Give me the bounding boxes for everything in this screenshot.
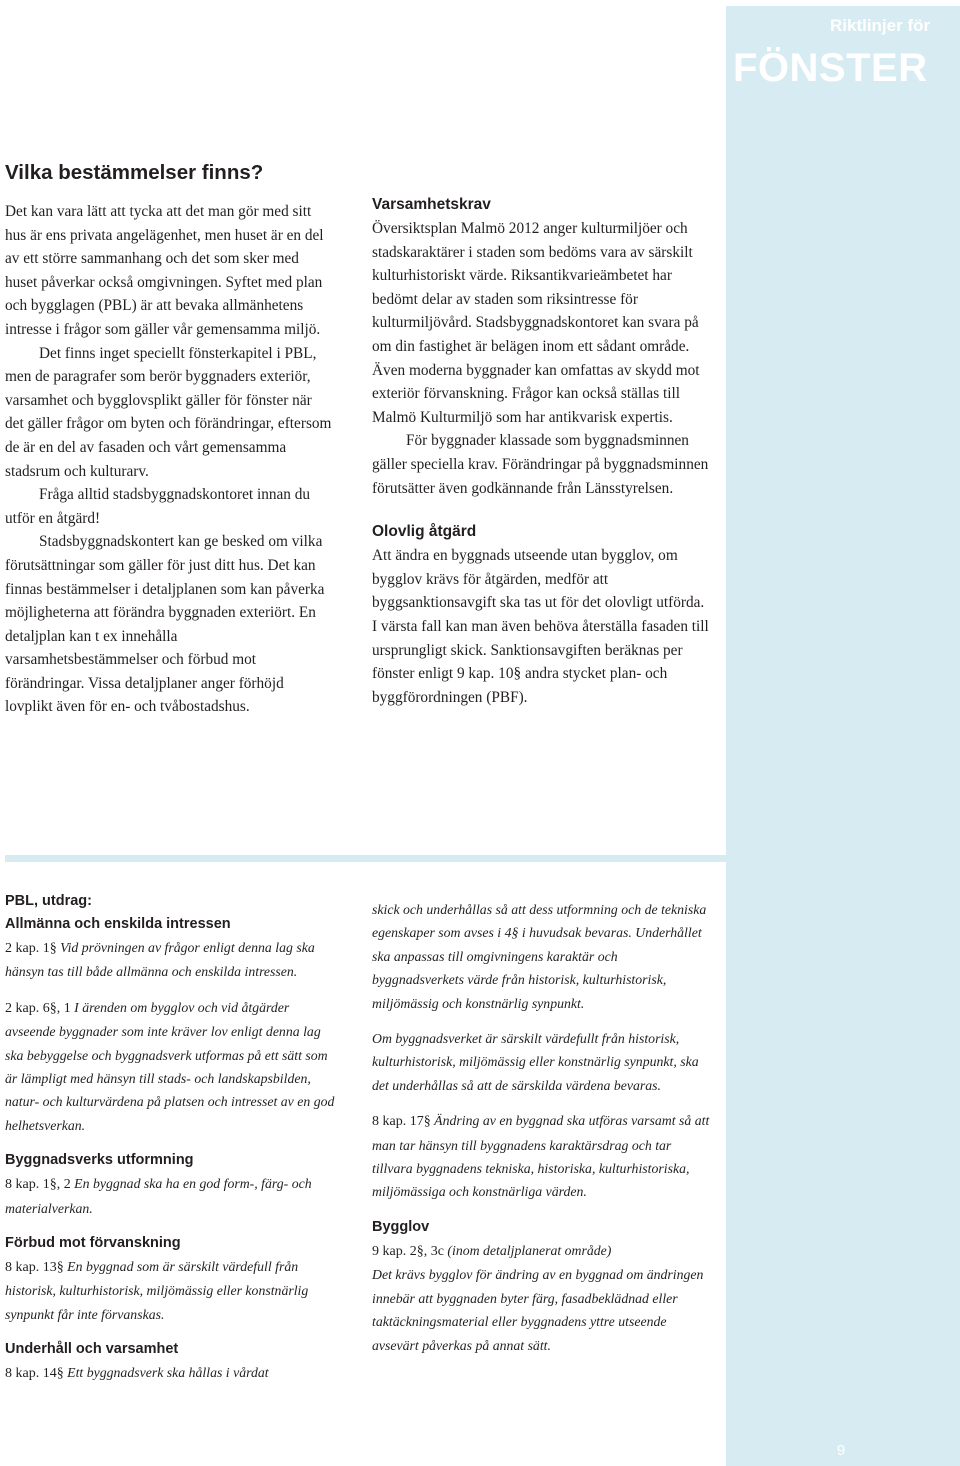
law-reference: 8 kap. 14§ — [5, 1366, 64, 1382]
law-reference: 8 kap. 1§, 2 — [5, 1177, 71, 1193]
law-reference: 9 kap. 2§, 3c — [372, 1243, 444, 1259]
right-column — [372, 193, 712, 709]
intro-column — [5, 158, 333, 719]
intro-paragraph-4: Stadsbyggnadskontert kan ge besked om vilka förutsättningar som gäller för just ditt hus. Det kan finnas bestämmelser i detaljplanen som kan påverka möjligheterna att förändra byggnaden exteriört. En detaljplan kan t ex innehålla varsamhetsbestämmelser och förbud mot förändringar. Vissa detaljplaner anger förhöjd lovplikt även för en- och tvåbostadshus. — [5, 533, 325, 716]
excerpt-entry — [5, 996, 335, 1137]
excerpt-entry — [372, 1239, 712, 1263]
law-reference: 2 kap. 1§ — [5, 941, 57, 956]
law-reference: 2 kap. 6§, 1 — [5, 1000, 71, 1016]
section-divider — [5, 855, 728, 862]
law-text: Ändring av en byggnad ska utföras varsamt så att man tar hänsyn till byggnadens karaktärsdrag och tar tillvara byggnadens tekniska, historiska, kulturhistoriska, miljömässiga och konstnärliga värden. — [372, 1113, 710, 1200]
page-number: 9 — [836, 1442, 846, 1459]
law-text: Vid prövningen av frågor enligt denna lag ska hänsyn tas till både allmänna och enskilda intressen. — [5, 940, 315, 980]
varsamhetskrav-heading: Varsamhetskrav — [372, 196, 491, 213]
law-reference: 8 kap. 17§ — [372, 1114, 431, 1130]
law-text: Det krävs bygglov för ändring av en byggnad om ändringen innebär att byggnaden byter färg, fasadbeklädnad eller taktäckningsmaterial eller byggnadens yttre utseende avsevärt påverkas på annat sätt. — [372, 1267, 704, 1353]
excerpt-entry — [5, 1172, 335, 1220]
intro-paragraph-1: Det kan vara lätt att tycka att det man gör med sitt hus är ens privata angelägenhet, men huset är en del av ett större sammanhang och det som sker med huset påverkar också omgivningen. Syftet med plan och bygglagen (PBL) är att bevaka allmänhetens intresse i frågor som gäller vår gemensamma miljö. — [5, 203, 324, 338]
excerpt-section-heading: Byggnadsverks utformning — [5, 1152, 194, 1169]
excerpt-section-heading: Allmänna och enskilda intressen — [5, 916, 231, 932]
varsamhetskrav-paragraph-2: För byggnader klassade som byggnadsminnen gäller speciella krav. Förändringar på byggnadsminnen förutsätter även godkännande från Länsstyrelsen. — [372, 432, 709, 497]
header-title: FÖNSTER — [733, 46, 928, 90]
excerpt-section-heading: Förbud mot förvanskning — [5, 1235, 181, 1252]
excerpt-entry — [372, 1109, 712, 1204]
intro-paragraph-2: Det finns inget speciellt fönsterkapitel i PBL, men de paragrafer som berör byggnaders exteriör, varsamhet och bygglovsplikt gäller för fönster när det gäller frågor om byten och förändringar, eftersom de är en del av fasaden och vårt gemensamma stadsrum och kulturarv. — [5, 344, 332, 480]
excerpt-entry — [5, 936, 335, 984]
law-text: En byggnad ska ha en god form-, färg- och materialverkan. — [5, 1176, 312, 1216]
olovlig-paragraph: Att ändra en byggnads utseende utan bygglov, om bygglov krävs för åtgärden, medför att byggsanktionsavgift ska tas ut för det olovligt utförda. I värsta fall kan man även behöva återställa fasaden till ursprungligt skick. Sanktionsavgiften beräknas per fönster enligt 9 kap. 10§ andra stycket plan- och byggförordningen (PBF). — [372, 547, 709, 706]
law-reference: 8 kap. 13§ — [5, 1260, 64, 1276]
excerpt-entry — [5, 1255, 335, 1326]
law-text: Om byggnadsverket är särskilt värdefullt från historisk, kulturhistorisk, miljömässig eller konstnärlig synpunkt, ska det underhållas så att de särskilda värdena bevaras. — [372, 1031, 699, 1093]
excerpt-section-heading: Underhåll och varsamhet — [5, 1341, 179, 1358]
header-subtitle: Riktlinjer för — [830, 16, 931, 35]
page-title: Vilka bestämmelser finns? — [5, 161, 264, 184]
excerpt-right-column — [372, 898, 712, 1357]
law-reference-note: (inom detaljplanerat område) — [447, 1242, 612, 1258]
excerpt-entry — [5, 1361, 335, 1385]
header-panel — [726, 6, 960, 1466]
law-text: I ärenden om bygglov och vid åtgärder avseende byggnader som inte kräver lov enligt denna lag ska bebyggelse och byggnadsverk utformas på ett sätt som är lämpligt med hänsyn till stads- och landskapsbilden, natur- och kulturvärdena på platsen och intresset av en god helhetsverkan. — [5, 999, 335, 1133]
varsamhetskrav-paragraph-1: Översiktsplan Malmö 2012 anger kulturmiljöer och stadskaraktärer i staden som bedöms vara av särskilt kulturhistoriskt värde. Riksantikvarieämbetet har bedömt delar av staden som riksintresse för kulturmiljövård. Stadsbyggnadskontoret kan svara på om din fastighet är belägen inom ett sådant område. Även moderna byggnader kan omfattas av skydd mot exteriör förvanskning. Frågor kan också ställas till Malmö Kulturmiljö som har antikvarisk expertis. — [372, 220, 700, 426]
law-text: Ett byggnadsverk ska hållas i vårdat — [67, 1365, 269, 1381]
excerpt-heading: PBL, utdrag: — [5, 893, 92, 909]
law-text: skick och underhållas så att dess utformning och de tekniska egenskaper som avses i 4§ i huvudsak bevaras. Underhållet ska anpassas till omgivningens karaktär och byggnadsverkets värde från historisk, kulturhistorisk, miljömässig och konstnärlig synpunkt. — [372, 902, 707, 1011]
excerpt-section-heading: Bygglov — [372, 1218, 430, 1235]
intro-paragraph-3: Fråga alltid stadsbyggnadskontoret innan du utför en åtgärd! — [5, 486, 311, 527]
olovlig-heading: Olovlig åtgärd — [372, 523, 477, 541]
excerpt-left-column — [5, 890, 335, 1386]
law-text: En byggnad som är särskilt värdefull från historisk, kulturhistorisk, miljömässig eller konstnärlig synpunkt får inte förvanskas. — [5, 1259, 309, 1322]
